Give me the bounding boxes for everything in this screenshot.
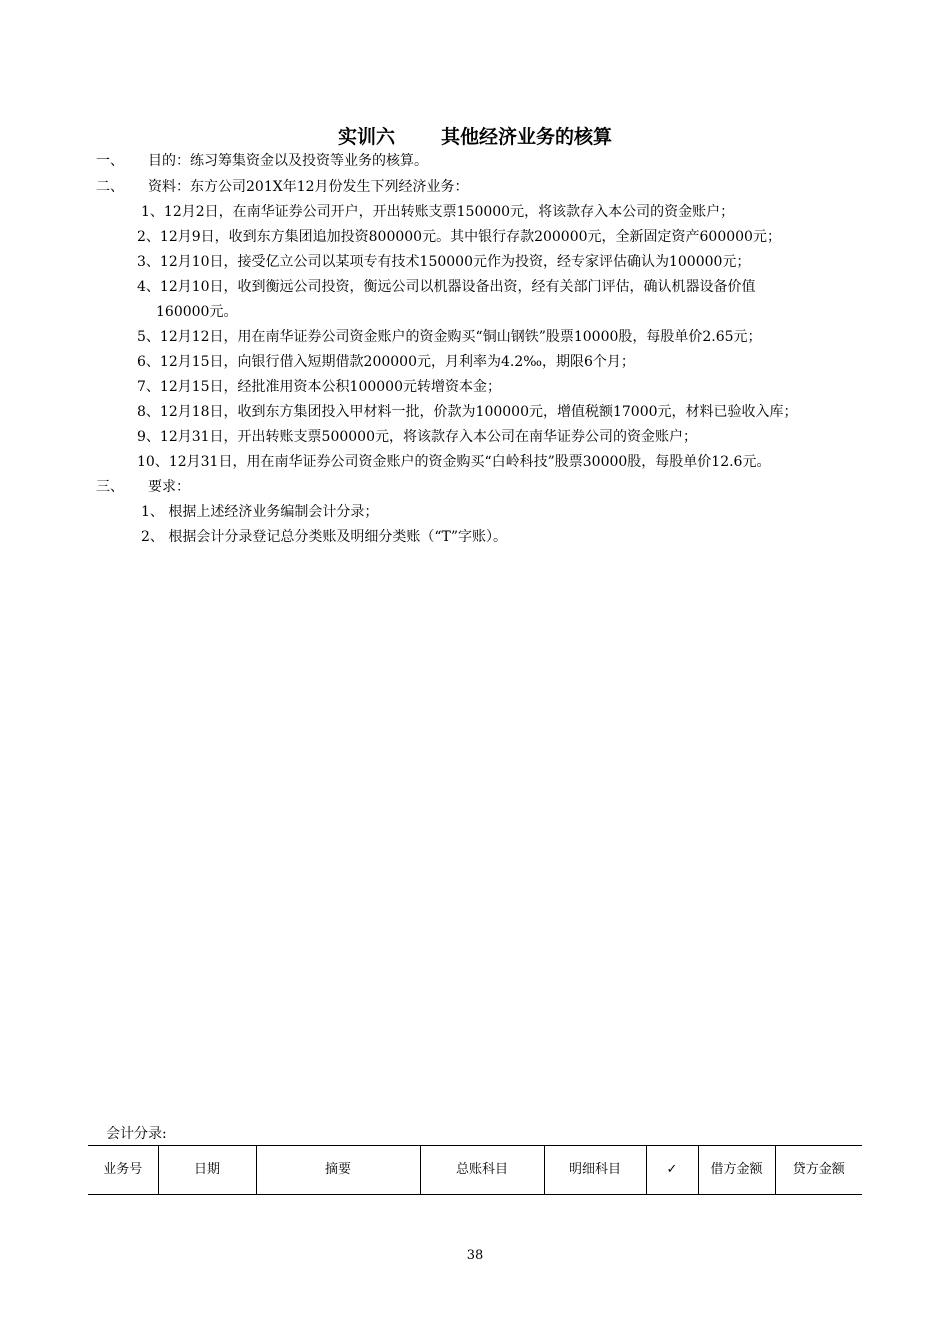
section-text: 要求： [148,479,190,495]
business-item-4-cont: 160000元。 [156,304,238,320]
business-item-3: 3、12月10日，接受亿立公司以某项专有技术150000元作为投资，经专家评估确认为100000元； [137,254,751,270]
business-item-2: 2、12月9日，收到东方集团追加投资800000元。其中银行存款200000元，全新固定资产600000元； [137,229,781,245]
section-number: 三、 [96,479,124,495]
header-date: 日期 [158,1146,256,1195]
business-item-6: 6、12月15日，向银行借入短期借款200000元，月利率为4.2‰，期限6个月； [137,354,635,370]
header-check-icon: ✓ [646,1146,698,1195]
requirement-1: 1、 根据上述经济业务编制会计分录； [141,504,379,520]
section-requirements [96,478,190,496]
section-materials [96,178,469,196]
journal-label: 会计分录: [106,1126,167,1142]
header-credit-amount: 贷方金额 [775,1146,862,1195]
business-item-5: 5、12月12日，用在南华证券公司资金账户的资金购买“铜山钢铁”股票10000股，每股单价2.65元； [137,329,762,345]
header-summary: 摘要 [256,1146,420,1195]
header-debit-amount: 借方金额 [698,1146,775,1195]
header-detail-account: 明细科目 [544,1146,646,1195]
business-item-9: 9、12月31日，开出转账支票500000元，将该款存入本公司在南华证券公司的资金账户； [137,429,697,445]
requirement-2: 2、 根据会计分录登记总分类账及明细分类账（“T”字账）。 [141,529,508,545]
business-item-8: 8、12月18日，收到东方集团投入甲材料一批，价款为100000元，增值税额17000元，材料已验收入库； [137,404,798,420]
page-number: 38 [466,1248,484,1263]
section-text: 目的：练习筹集资金以及投资等业务的核算。 [148,153,428,169]
business-item-1: 1、12月2日，在南华证券公司开户，开出转账支票150000元，将该款存入本公司的资金账户； [141,204,735,220]
title-part2: 其他经济业务的核算 [441,126,613,148]
header-general-account: 总账科目 [420,1146,544,1195]
section-number: 一、 [96,153,124,169]
section-text: 资料：东方公司201X年12月份发生下列经济业务： [148,179,469,195]
page-title [0,122,950,149]
journal-table [88,1145,862,1195]
section-purpose [96,152,428,170]
business-item-10: 10、12月31日，用在南华证券公司资金账户的资金购买“白岭科技”股票30000股，每股单价12.6元。 [137,454,771,470]
business-item-4: 4、12月10日，收到衡远公司投资，衡远公司以机器设备出资，经有关部门评估，确认机器设备价值 [137,279,756,295]
journal-header-row [88,1146,862,1195]
header-business-no: 业务号 [88,1146,158,1195]
business-item-7: 7、12月15日，经批准用资本公积100000元转增资本金； [137,379,501,395]
section-number: 二、 [96,179,124,195]
title-part1: 实训六 [337,126,395,148]
